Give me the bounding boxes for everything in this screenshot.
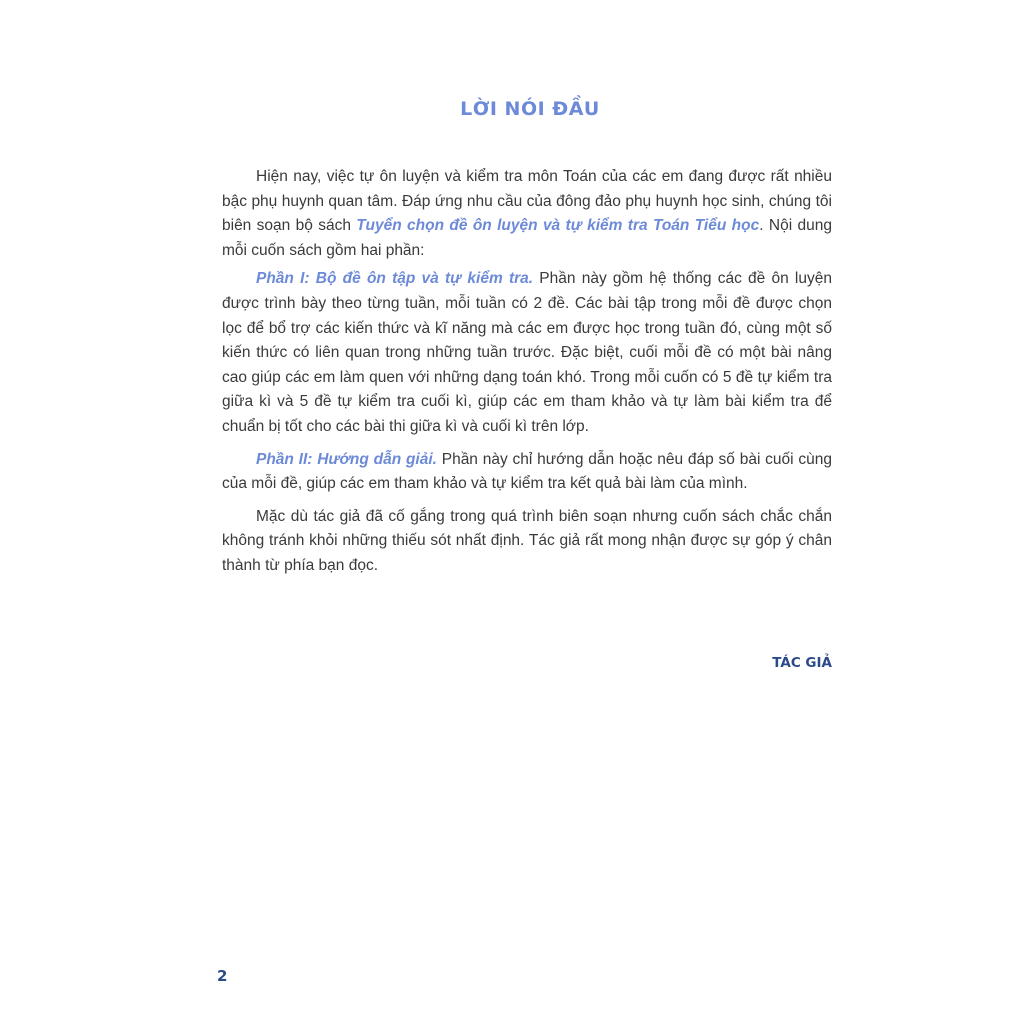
intro-text-after: . Nội dung mỗi cuốn sách gồm hai phần: [222,217,832,259]
preface-body [222,165,832,587]
page-title: LỜI NÓI ĐẦU [460,98,600,120]
part-two-paragraph [222,448,832,497]
page-number: 2 [217,967,228,985]
intro-text-before: Hiện nay, việc tự ôn luyện và kiểm tra môn Toán của các em đang được rất nhiều bậc phụ huynh quan tâm. Đáp ứng nhu cầu của đông đảo phụ huynh học sinh, chúng tôi biên soạn bộ sách [222,168,832,235]
part-one-heading: Phần I: Bộ đề ôn tập và tự kiểm tra. [256,270,534,288]
part-one-text: Phần này gồm hệ thống các đề ôn luyện được trình bày theo từng tuần, mỗi tuần có 2 đề. Các bài tập trong mỗi đề được chọn lọc để bổ trợ các kiến thức và kĩ năng mà các em được học trong tuần đó, cùng một số kiến thức có liên quan trong những tuần trước. Đặc biệt, cuối mỗi đề có một bài nâng cao giúp các em làm quen với những dạng toán khó. Trong mỗi cuốn có 5 đề tự kiểm tra giữa kì và 5 đề tự kiểm tra cuối kì, giúp các em tham khảo và tự làm bài kiểm tra để chuẩn bị tốt cho các bài thi giữa kì và cuối kì trên lớp. [222,270,832,435]
part-two-text: Phần này chỉ hướng dẫn hoặc nêu đáp số bài cuối cùng của mỗi đề, giúp các em tham khảo và tự kiểm tra kết quả bài làm của mình. [222,450,832,493]
part-one-paragraph [222,267,832,439]
author-signature: TÁC GIẢ [772,655,832,671]
closing-paragraph [222,505,832,579]
closing-text: Mặc dù tác giả đã cố gắng trong quá trình biên soạn nhưng cuốn sách chắc chắn không tránh khỏi những thiếu sót nhất định. Tác giả rất mong nhận được sự góp ý chân thành từ phía bạn đọc. [222,507,832,574]
book-title: Tuyển chọn đề ôn luyện và tự kiểm tra Toán Tiểu học [356,217,760,235]
part-two-heading: Phần II: Hướng dẫn giải. [256,450,437,468]
intro-paragraph [222,165,832,263]
